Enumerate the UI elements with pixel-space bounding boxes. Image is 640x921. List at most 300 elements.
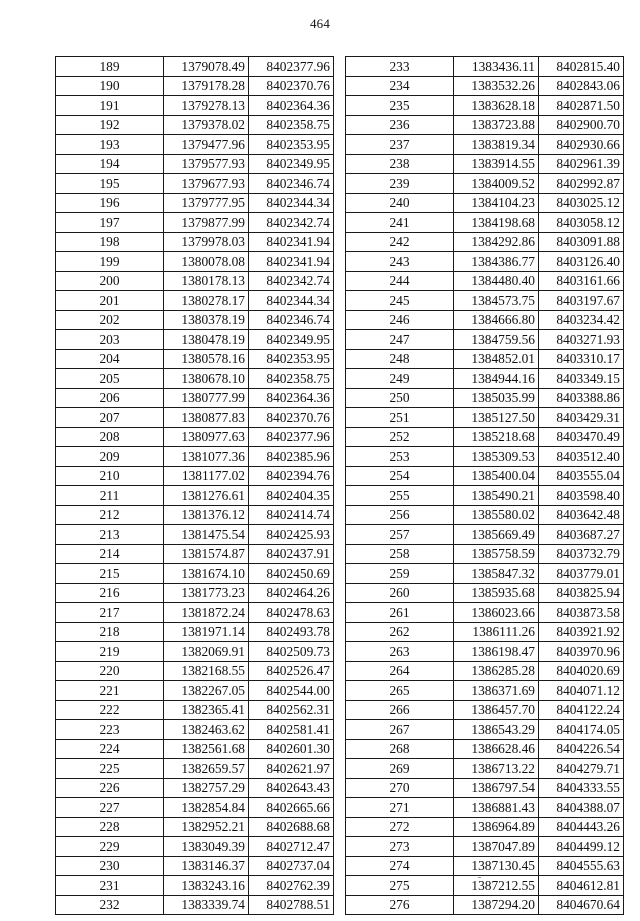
point-number-cell: 240	[346, 193, 454, 213]
point-number-cell: 209	[56, 447, 164, 467]
table-row	[56, 232, 334, 252]
table-row	[56, 739, 334, 759]
table-row	[56, 856, 334, 876]
y-coordinate-cell: 8404388.07	[539, 798, 624, 818]
table-row	[56, 271, 334, 291]
table-row	[346, 447, 624, 467]
x-coordinate-cell: 1386713.22	[454, 759, 539, 779]
y-coordinate-cell: 8402509.73	[249, 642, 334, 662]
table-row	[346, 466, 624, 486]
point-number-cell: 229	[56, 837, 164, 857]
table-row	[346, 369, 624, 389]
y-coordinate-cell: 8404122.24	[539, 700, 624, 720]
x-coordinate-cell: 1387294.20	[454, 895, 539, 915]
table-row	[346, 57, 624, 77]
table-row	[346, 642, 624, 662]
x-coordinate-cell: 1385758.59	[454, 544, 539, 564]
x-coordinate-cell: 1382952.21	[164, 817, 249, 837]
point-number-cell: 222	[56, 700, 164, 720]
x-coordinate-cell: 1381872.24	[164, 603, 249, 623]
table-row	[56, 622, 334, 642]
table-row	[346, 583, 624, 603]
x-coordinate-cell: 1383914.55	[454, 154, 539, 174]
x-coordinate-cell: 1381773.23	[164, 583, 249, 603]
point-number-cell: 219	[56, 642, 164, 662]
x-coordinate-cell: 1385847.32	[454, 564, 539, 584]
x-coordinate-cell: 1382069.91	[164, 642, 249, 662]
table-row	[56, 96, 334, 116]
point-number-cell: 197	[56, 213, 164, 233]
y-coordinate-cell: 8404499.12	[539, 837, 624, 857]
x-coordinate-cell: 1386198.47	[454, 642, 539, 662]
x-coordinate-cell: 1379877.99	[164, 213, 249, 233]
y-coordinate-cell: 8402385.96	[249, 447, 334, 467]
x-coordinate-cell: 1387212.55	[454, 876, 539, 896]
point-number-cell: 203	[56, 330, 164, 350]
x-coordinate-cell: 1384852.01	[454, 349, 539, 369]
y-coordinate-cell: 8402712.47	[249, 837, 334, 857]
y-coordinate-cell: 8402346.74	[249, 310, 334, 330]
point-number-cell: 266	[346, 700, 454, 720]
x-coordinate-cell: 1386371.69	[454, 681, 539, 701]
table-row	[346, 135, 624, 155]
x-coordinate-cell: 1381077.36	[164, 447, 249, 467]
table-row	[56, 408, 334, 428]
x-coordinate-cell: 1384009.52	[454, 174, 539, 194]
point-number-cell: 210	[56, 466, 164, 486]
y-coordinate-cell: 8403687.27	[539, 525, 624, 545]
table-row	[346, 408, 624, 428]
point-number-cell: 202	[56, 310, 164, 330]
point-number-cell: 205	[56, 369, 164, 389]
y-coordinate-cell: 8403310.17	[539, 349, 624, 369]
point-number-cell: 192	[56, 115, 164, 135]
table-row	[56, 213, 334, 233]
x-coordinate-cell: 1386023.66	[454, 603, 539, 623]
coordinates-table-right	[345, 56, 624, 915]
table-row	[346, 252, 624, 272]
y-coordinate-cell: 8403161.66	[539, 271, 624, 291]
point-number-cell: 248	[346, 349, 454, 369]
point-number-cell: 200	[56, 271, 164, 291]
x-coordinate-cell: 1384666.80	[454, 310, 539, 330]
table-row	[346, 837, 624, 857]
x-coordinate-cell: 1385400.04	[454, 466, 539, 486]
point-number-cell: 224	[56, 739, 164, 759]
table-row	[56, 817, 334, 837]
x-coordinate-cell: 1382168.55	[164, 661, 249, 681]
table-row	[56, 583, 334, 603]
y-coordinate-cell: 8402464.26	[249, 583, 334, 603]
point-number-cell: 239	[346, 174, 454, 194]
table-row	[56, 700, 334, 720]
y-coordinate-cell: 8403642.48	[539, 505, 624, 525]
table-row	[56, 291, 334, 311]
y-coordinate-cell: 8403025.12	[539, 193, 624, 213]
y-coordinate-cell: 8402370.76	[249, 76, 334, 96]
x-coordinate-cell: 1379078.49	[164, 57, 249, 77]
x-coordinate-cell: 1380977.63	[164, 427, 249, 447]
table-row	[56, 193, 334, 213]
x-coordinate-cell: 1379378.02	[164, 115, 249, 135]
y-coordinate-cell: 8402815.40	[539, 57, 624, 77]
y-coordinate-cell: 8403598.40	[539, 486, 624, 506]
x-coordinate-cell: 1382757.29	[164, 778, 249, 798]
y-coordinate-cell: 8402930.66	[539, 135, 624, 155]
x-coordinate-cell: 1380178.13	[164, 271, 249, 291]
point-number-cell: 253	[346, 447, 454, 467]
x-coordinate-cell: 1385669.49	[454, 525, 539, 545]
point-number-cell: 252	[346, 427, 454, 447]
x-coordinate-cell: 1383436.11	[454, 57, 539, 77]
table-row	[56, 174, 334, 194]
y-coordinate-cell: 8402364.36	[249, 388, 334, 408]
point-number-cell: 243	[346, 252, 454, 272]
table-row	[56, 525, 334, 545]
point-number-cell: 263	[346, 642, 454, 662]
x-coordinate-cell: 1386111.26	[454, 622, 539, 642]
y-coordinate-cell: 8402737.04	[249, 856, 334, 876]
table-row	[56, 798, 334, 818]
x-coordinate-cell: 1380678.10	[164, 369, 249, 389]
table-row	[56, 778, 334, 798]
x-coordinate-cell: 1384573.75	[454, 291, 539, 311]
x-coordinate-cell: 1380877.83	[164, 408, 249, 428]
table-row	[56, 252, 334, 272]
x-coordinate-cell: 1385490.21	[454, 486, 539, 506]
point-number-cell: 268	[346, 739, 454, 759]
y-coordinate-cell: 8402364.36	[249, 96, 334, 116]
table-row	[56, 369, 334, 389]
y-coordinate-cell: 8403388.86	[539, 388, 624, 408]
table-row	[56, 76, 334, 96]
point-number-cell: 218	[56, 622, 164, 642]
point-number-cell: 259	[346, 564, 454, 584]
table-row	[56, 349, 334, 369]
table-row	[56, 505, 334, 525]
table-row	[56, 603, 334, 623]
point-number-cell: 261	[346, 603, 454, 623]
point-number-cell: 226	[56, 778, 164, 798]
y-coordinate-cell: 8404174.05	[539, 720, 624, 740]
x-coordinate-cell: 1385035.99	[454, 388, 539, 408]
y-coordinate-cell: 8403349.15	[539, 369, 624, 389]
point-number-cell: 274	[346, 856, 454, 876]
table-row	[346, 427, 624, 447]
table-row	[346, 720, 624, 740]
x-coordinate-cell: 1386628.46	[454, 739, 539, 759]
y-coordinate-cell: 8402346.74	[249, 174, 334, 194]
x-coordinate-cell: 1379577.93	[164, 154, 249, 174]
table-row	[346, 154, 624, 174]
x-coordinate-cell: 1380078.08	[164, 252, 249, 272]
y-coordinate-cell: 8404226.54	[539, 739, 624, 759]
x-coordinate-cell: 1387047.89	[454, 837, 539, 857]
x-coordinate-cell: 1381971.14	[164, 622, 249, 642]
point-number-cell: 254	[346, 466, 454, 486]
point-number-cell: 276	[346, 895, 454, 915]
point-number-cell: 265	[346, 681, 454, 701]
x-coordinate-cell: 1381475.54	[164, 525, 249, 545]
point-number-cell: 247	[346, 330, 454, 350]
coordinates-table-right-body	[346, 57, 624, 915]
point-number-cell: 227	[56, 798, 164, 818]
table-row	[346, 330, 624, 350]
table-row	[56, 544, 334, 564]
point-number-cell: 269	[346, 759, 454, 779]
y-coordinate-cell: 8403779.01	[539, 564, 624, 584]
point-number-cell: 230	[56, 856, 164, 876]
point-number-cell: 255	[346, 486, 454, 506]
point-number-cell: 199	[56, 252, 164, 272]
table-row	[346, 759, 624, 779]
table-row	[346, 76, 624, 96]
y-coordinate-cell: 8403091.88	[539, 232, 624, 252]
y-coordinate-cell: 8402353.95	[249, 349, 334, 369]
point-number-cell: 260	[346, 583, 454, 603]
y-coordinate-cell: 8404670.64	[539, 895, 624, 915]
y-coordinate-cell: 8403470.49	[539, 427, 624, 447]
y-coordinate-cell: 8402437.91	[249, 544, 334, 564]
y-coordinate-cell: 8402493.78	[249, 622, 334, 642]
table-row	[346, 96, 624, 116]
point-number-cell: 245	[346, 291, 454, 311]
y-coordinate-cell: 8403921.92	[539, 622, 624, 642]
x-coordinate-cell: 1384386.77	[454, 252, 539, 272]
point-number-cell: 225	[56, 759, 164, 779]
table-row	[346, 603, 624, 623]
point-number-cell: 251	[346, 408, 454, 428]
y-coordinate-cell: 8403429.31	[539, 408, 624, 428]
point-number-cell: 193	[56, 135, 164, 155]
table-row	[346, 388, 624, 408]
y-coordinate-cell: 8403970.96	[539, 642, 624, 662]
x-coordinate-cell: 1385580.02	[454, 505, 539, 525]
x-coordinate-cell: 1385218.68	[454, 427, 539, 447]
point-number-cell: 228	[56, 817, 164, 837]
x-coordinate-cell: 1381574.87	[164, 544, 249, 564]
y-coordinate-cell: 8402601.30	[249, 739, 334, 759]
y-coordinate-cell: 8402342.74	[249, 271, 334, 291]
point-number-cell: 221	[56, 681, 164, 701]
point-number-cell: 250	[346, 388, 454, 408]
y-coordinate-cell: 8402581.41	[249, 720, 334, 740]
x-coordinate-cell: 1386543.29	[454, 720, 539, 740]
point-number-cell: 216	[56, 583, 164, 603]
y-coordinate-cell: 8402961.39	[539, 154, 624, 174]
point-number-cell: 270	[346, 778, 454, 798]
x-coordinate-cell: 1383049.39	[164, 837, 249, 857]
table-row	[56, 466, 334, 486]
point-number-cell: 195	[56, 174, 164, 194]
point-number-cell: 242	[346, 232, 454, 252]
table-row	[346, 271, 624, 291]
y-coordinate-cell: 8404555.63	[539, 856, 624, 876]
table-row	[56, 837, 334, 857]
table-row	[56, 895, 334, 915]
point-number-cell: 201	[56, 291, 164, 311]
y-coordinate-cell: 8403512.40	[539, 447, 624, 467]
point-number-cell: 191	[56, 96, 164, 116]
point-number-cell: 204	[56, 349, 164, 369]
point-number-cell: 244	[346, 271, 454, 291]
y-coordinate-cell: 8402344.34	[249, 291, 334, 311]
point-number-cell: 267	[346, 720, 454, 740]
point-number-cell: 237	[346, 135, 454, 155]
table-row	[56, 759, 334, 779]
y-coordinate-cell: 8402414.74	[249, 505, 334, 525]
x-coordinate-cell: 1386964.89	[454, 817, 539, 837]
point-number-cell: 189	[56, 57, 164, 77]
x-coordinate-cell: 1386881.43	[454, 798, 539, 818]
point-number-cell: 220	[56, 661, 164, 681]
table-row	[56, 642, 334, 662]
y-coordinate-cell: 8402341.94	[249, 252, 334, 272]
point-number-cell: 256	[346, 505, 454, 525]
point-number-cell: 238	[346, 154, 454, 174]
y-coordinate-cell: 8402353.95	[249, 135, 334, 155]
x-coordinate-cell: 1385127.50	[454, 408, 539, 428]
y-coordinate-cell: 8402992.87	[539, 174, 624, 194]
x-coordinate-cell: 1386285.28	[454, 661, 539, 681]
y-coordinate-cell: 8402762.39	[249, 876, 334, 896]
y-coordinate-cell: 8402688.68	[249, 817, 334, 837]
y-coordinate-cell: 8402377.96	[249, 427, 334, 447]
point-number-cell: 272	[346, 817, 454, 837]
point-number-cell: 231	[56, 876, 164, 896]
table-row	[346, 115, 624, 135]
table-row	[346, 817, 624, 837]
x-coordinate-cell: 1384944.16	[454, 369, 539, 389]
x-coordinate-cell: 1380378.19	[164, 310, 249, 330]
table-row	[346, 525, 624, 545]
table-row	[56, 154, 334, 174]
point-number-cell: 233	[346, 57, 454, 77]
x-coordinate-cell: 1379278.13	[164, 96, 249, 116]
y-coordinate-cell: 8403732.79	[539, 544, 624, 564]
y-coordinate-cell: 8402871.50	[539, 96, 624, 116]
table-row	[56, 486, 334, 506]
table-row	[346, 876, 624, 896]
table-row	[56, 310, 334, 330]
x-coordinate-cell: 1384759.56	[454, 330, 539, 350]
x-coordinate-cell: 1379777.95	[164, 193, 249, 213]
y-coordinate-cell: 8403873.58	[539, 603, 624, 623]
y-coordinate-cell: 8402341.94	[249, 232, 334, 252]
table-row	[56, 447, 334, 467]
table-row	[56, 388, 334, 408]
x-coordinate-cell: 1383146.37	[164, 856, 249, 876]
x-coordinate-cell: 1386797.54	[454, 778, 539, 798]
point-number-cell: 206	[56, 388, 164, 408]
y-coordinate-cell: 8402450.69	[249, 564, 334, 584]
point-number-cell: 190	[56, 76, 164, 96]
y-coordinate-cell: 8402342.74	[249, 213, 334, 233]
x-coordinate-cell: 1383628.18	[454, 96, 539, 116]
coordinates-table-left-body	[56, 57, 334, 915]
x-coordinate-cell: 1382659.57	[164, 759, 249, 779]
y-coordinate-cell: 8403126.40	[539, 252, 624, 272]
table-row	[346, 739, 624, 759]
y-coordinate-cell: 8402788.51	[249, 895, 334, 915]
y-coordinate-cell: 8403271.93	[539, 330, 624, 350]
point-number-cell: 232	[56, 895, 164, 915]
point-number-cell: 264	[346, 661, 454, 681]
x-coordinate-cell: 1384480.40	[454, 271, 539, 291]
table-row	[346, 564, 624, 584]
table-row	[56, 564, 334, 584]
y-coordinate-cell: 8404071.12	[539, 681, 624, 701]
point-number-cell: 208	[56, 427, 164, 447]
table-row	[346, 895, 624, 915]
x-coordinate-cell: 1379677.93	[164, 174, 249, 194]
coordinates-table-left	[55, 56, 334, 915]
y-coordinate-cell: 8402358.75	[249, 115, 334, 135]
x-coordinate-cell: 1387130.45	[454, 856, 539, 876]
table-row	[346, 486, 624, 506]
point-number-cell: 271	[346, 798, 454, 818]
point-number-cell: 273	[346, 837, 454, 857]
point-number-cell: 212	[56, 505, 164, 525]
table-row	[346, 778, 624, 798]
x-coordinate-cell: 1379978.03	[164, 232, 249, 252]
point-number-cell: 258	[346, 544, 454, 564]
table-row	[346, 174, 624, 194]
scan-speck	[478, 877, 481, 878]
table-row	[346, 193, 624, 213]
y-coordinate-cell: 8402478.63	[249, 603, 334, 623]
x-coordinate-cell: 1383339.74	[164, 895, 249, 915]
y-coordinate-cell: 8402425.93	[249, 525, 334, 545]
x-coordinate-cell: 1386457.70	[454, 700, 539, 720]
y-coordinate-cell: 8404333.55	[539, 778, 624, 798]
table-row	[56, 135, 334, 155]
x-coordinate-cell: 1384198.68	[454, 213, 539, 233]
table-row	[56, 57, 334, 77]
y-coordinate-cell: 8402349.95	[249, 330, 334, 350]
x-coordinate-cell: 1381674.10	[164, 564, 249, 584]
y-coordinate-cell: 8404443.26	[539, 817, 624, 837]
y-coordinate-cell: 8403555.04	[539, 466, 624, 486]
table-row	[346, 798, 624, 818]
x-coordinate-cell: 1383532.26	[454, 76, 539, 96]
point-number-cell: 223	[56, 720, 164, 740]
point-number-cell: 211	[56, 486, 164, 506]
table-row	[56, 681, 334, 701]
table-row	[56, 661, 334, 681]
point-number-cell: 194	[56, 154, 164, 174]
y-coordinate-cell: 8402404.35	[249, 486, 334, 506]
table-row	[56, 330, 334, 350]
y-coordinate-cell: 8402621.97	[249, 759, 334, 779]
x-coordinate-cell: 1380578.16	[164, 349, 249, 369]
table-row	[346, 622, 624, 642]
x-coordinate-cell: 1385935.68	[454, 583, 539, 603]
point-number-cell: 207	[56, 408, 164, 428]
table-row	[346, 544, 624, 564]
point-number-cell: 241	[346, 213, 454, 233]
x-coordinate-cell: 1385309.53	[454, 447, 539, 467]
y-coordinate-cell: 8402370.76	[249, 408, 334, 428]
point-number-cell: 215	[56, 564, 164, 584]
table-row	[346, 700, 624, 720]
table-row	[346, 681, 624, 701]
y-coordinate-cell: 8402843.06	[539, 76, 624, 96]
y-coordinate-cell: 8402394.76	[249, 466, 334, 486]
point-number-cell: 235	[346, 96, 454, 116]
point-number-cell: 257	[346, 525, 454, 545]
x-coordinate-cell: 1384292.86	[454, 232, 539, 252]
